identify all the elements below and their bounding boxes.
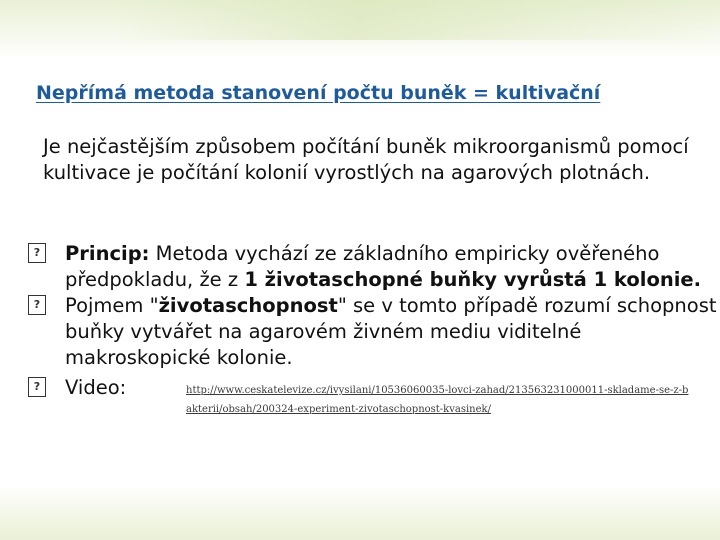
principle-label: Princip: [65, 242, 150, 265]
viability-text-end: " se v tomto případě rozumí schopnost buňky vytvářet na agarovém živném mediu viditelné makroskopické kolonie. [65, 294, 717, 369]
decorative-top-band [0, 0, 720, 60]
missing-glyph-box-icon [28, 295, 46, 315]
bullet-principle [28, 241, 718, 293]
principle-emphasis: 1 životaschopné buňky vyrůstá 1 kolonie. [244, 268, 702, 291]
missing-glyph-box-icon [28, 377, 46, 397]
bullet-viability [28, 293, 718, 371]
video-label: Video: [65, 376, 127, 399]
bullet-list [28, 241, 718, 419]
bullet-video [28, 373, 718, 419]
viability-text-start: Pojmem " [65, 294, 159, 317]
viability-term: životaschopnost [158, 294, 338, 317]
missing-glyph-box-icon [28, 243, 46, 263]
video-link[interactable]: http://www.ceskatelevize.cz/ivysilani/10536060035-lovci-zahad/213563231000011-skladame-se-z-bakterii/obsah/200324-experiment-zivotaschopnost-kvasinek/ [186, 385, 689, 415]
intro-paragraph: Je nejčastějším způsobem počítání buněk mikroorganismů pomocí kultivace je počítání kolonií vyrostlých na agarových plotnách. [43, 135, 689, 184]
decorative-bottom-band [0, 485, 720, 540]
slide-title: Nepřímá metoda stanovení počtu buněk = kultivační [36, 82, 601, 104]
principle-text: Metoda vychází ze základního empiricky ověřeného předpokladu, že z [65, 242, 660, 291]
